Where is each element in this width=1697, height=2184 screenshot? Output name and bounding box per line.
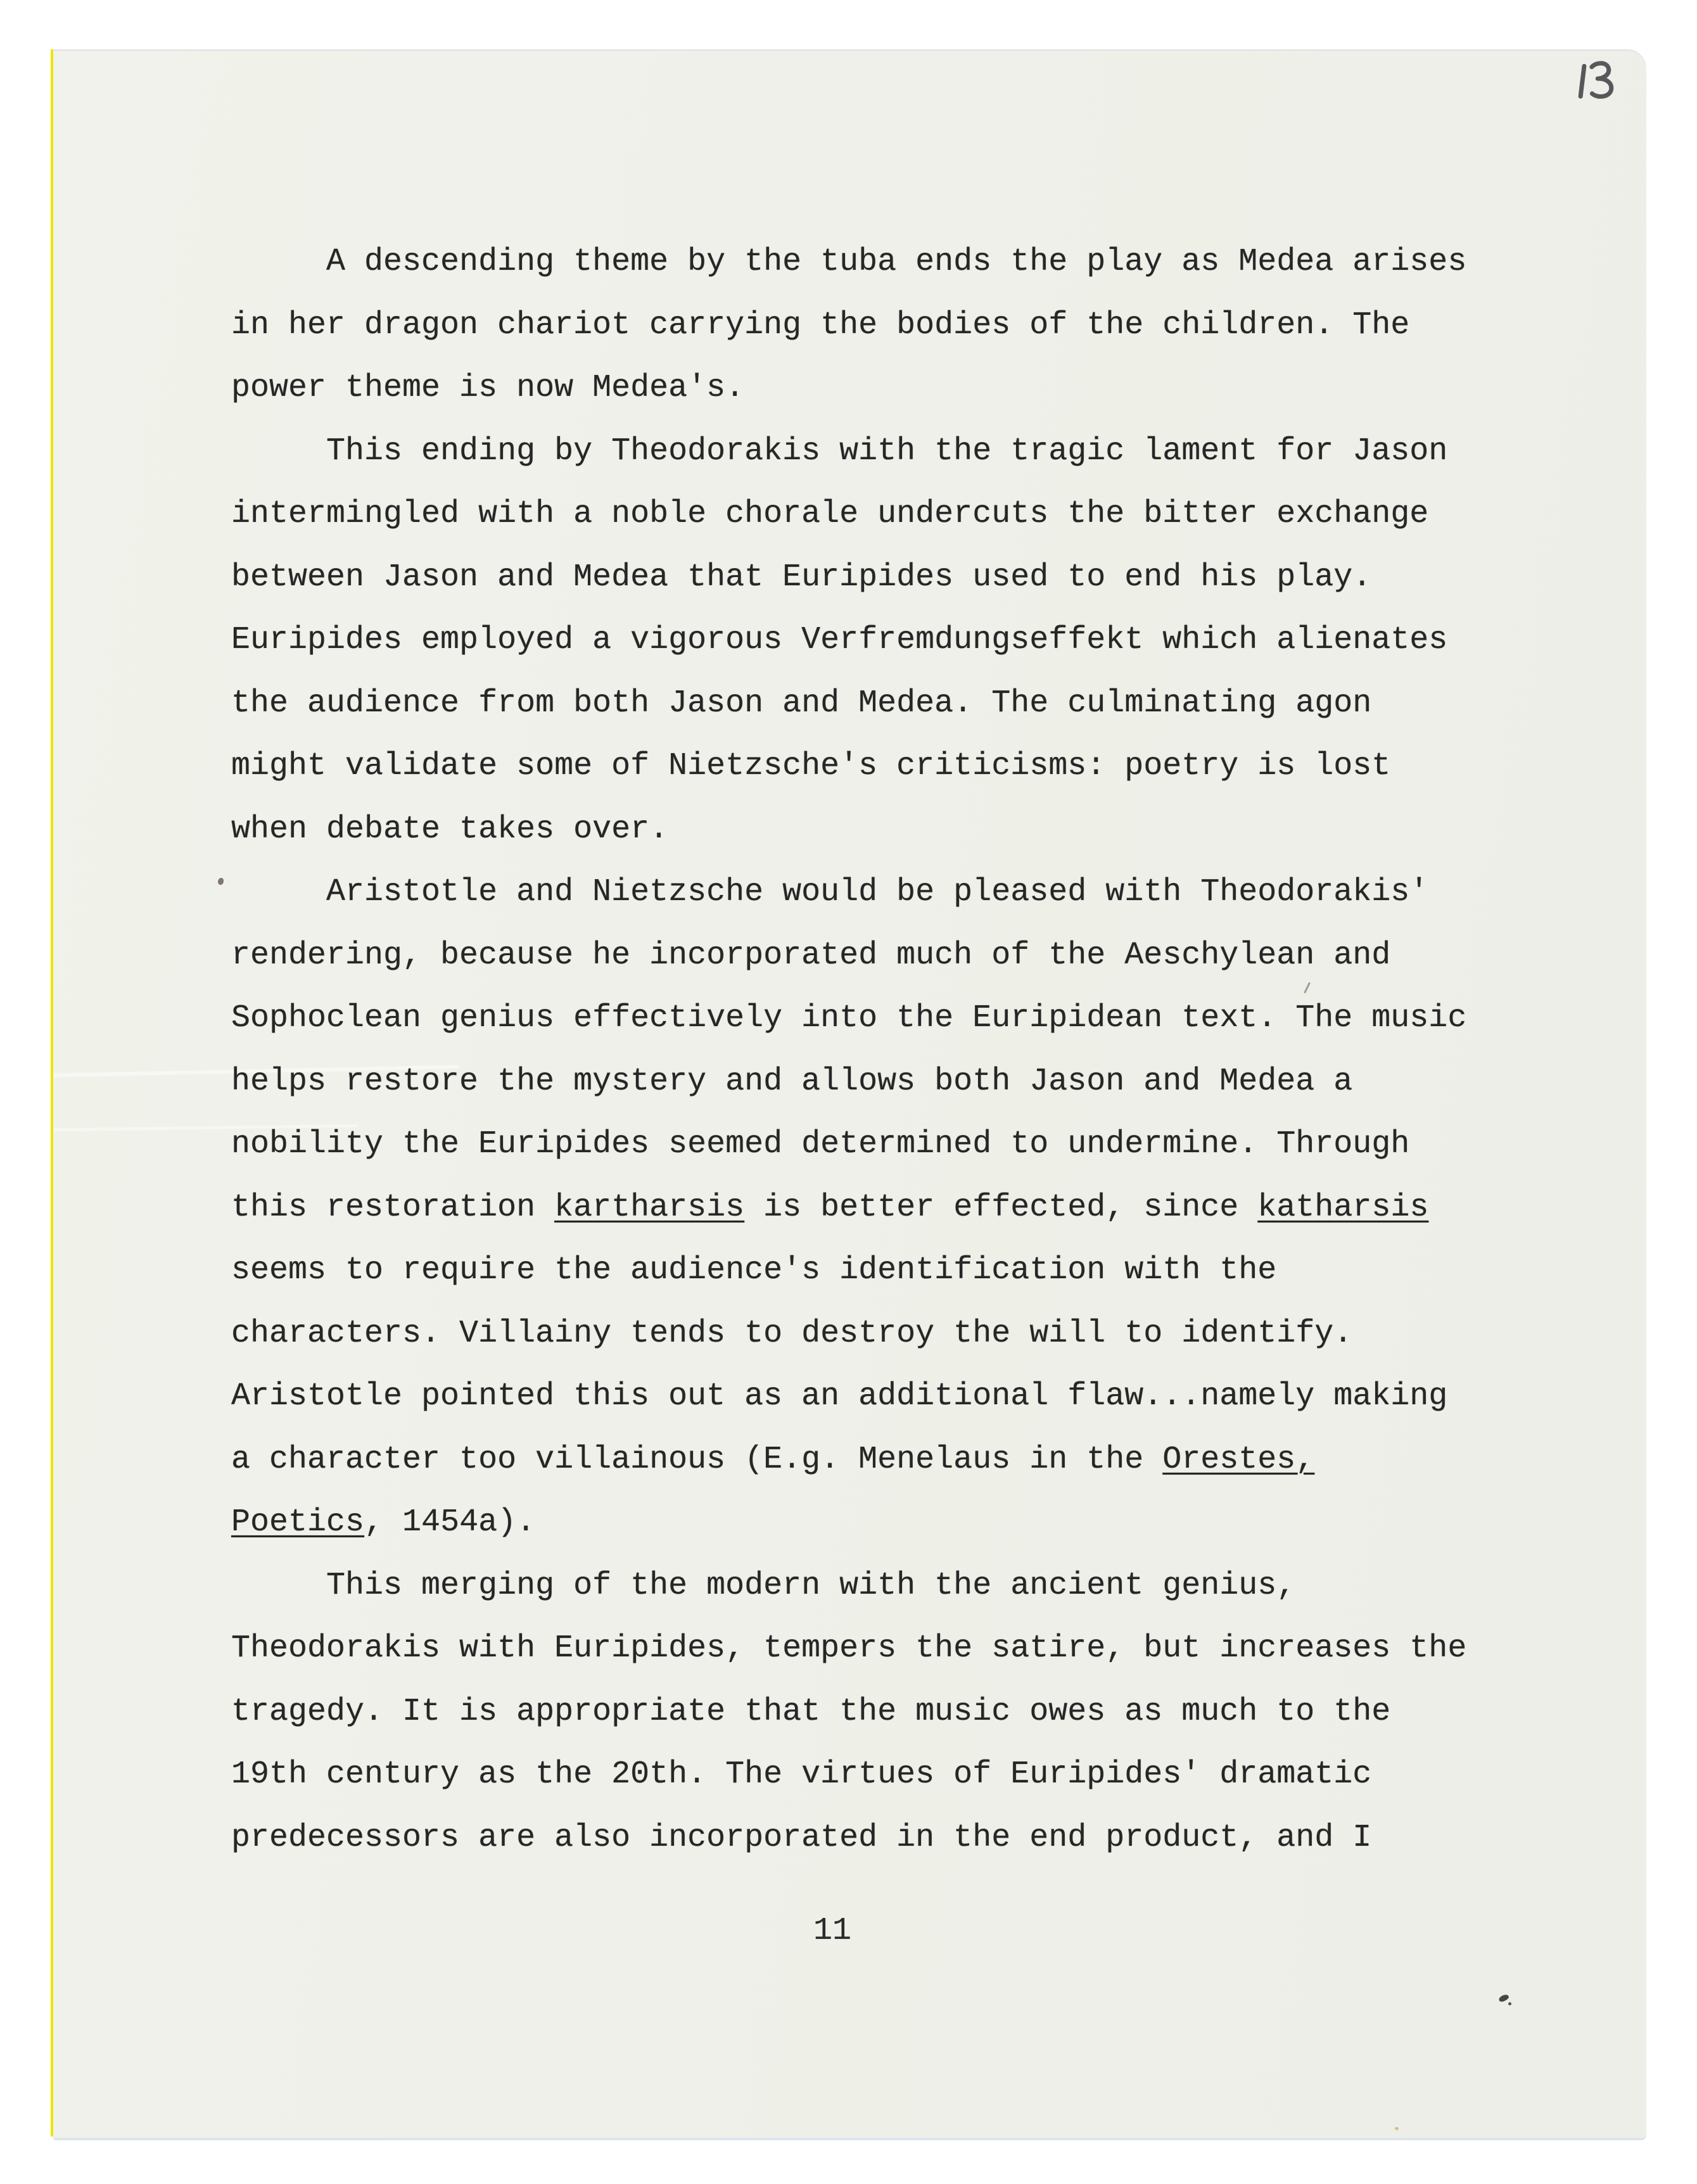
typed-line	[231, 1554, 1523, 1618]
typed-line	[231, 1743, 1523, 1806]
typed-line	[231, 1113, 1523, 1176]
typed-text: Theodorakis with Euripides, tempers the satire, but increases the	[231, 1630, 1467, 1667]
handwritten-digit-1	[1580, 66, 1584, 96]
underlined-text: kartharsis	[554, 1189, 745, 1226]
typed-line	[231, 1365, 1523, 1428]
typed-text: nobility the Euripides seemed determined to undermine. Through	[231, 1126, 1410, 1162]
handwritten-folio-number	[1569, 58, 1624, 108]
typed-line	[231, 1428, 1523, 1492]
typed-text: is better effected, since	[744, 1189, 1258, 1226]
typed-page-number: 11	[813, 1913, 852, 1949]
typed-text: This ending by Theodorakis with the tragic lament for Jason	[231, 433, 1448, 469]
handwritten-digit-3	[1591, 63, 1612, 97]
typed-text: Aristotle pointed this out as an additional flaw...namely making	[231, 1378, 1448, 1414]
typed-line	[231, 987, 1523, 1050]
typed-line	[231, 231, 1523, 294]
typed-text: this restoration	[231, 1189, 555, 1226]
typed-text: rendering, because he incorporated much of the Aeschylean and	[231, 937, 1391, 974]
typed-text: 19th century as the 20th. The virtues of Euripides' dramatic	[231, 1756, 1372, 1793]
typed-line	[231, 1050, 1523, 1114]
typed-text: This merging of the modern with the ancient genius,	[231, 1567, 1296, 1604]
typed-text: helps restore the mystery and allows both Jason and Medea a	[231, 1063, 1353, 1100]
typed-line	[231, 1680, 1523, 1744]
ink-speck	[1508, 2002, 1511, 2005]
typed-text: A descending theme by the tuba ends the play as Medea arises	[231, 244, 1467, 280]
typed-line	[231, 1491, 1523, 1554]
typed-line	[231, 861, 1523, 924]
typed-text: tragedy. It is appropriate that the music owes as much to the	[231, 1693, 1391, 1730]
typed-line	[231, 357, 1523, 420]
typed-line	[231, 483, 1523, 546]
typed-line	[231, 609, 1523, 672]
typed-line	[231, 294, 1523, 357]
typed-text-block	[231, 231, 1523, 1869]
typed-text: , 1454a).	[364, 1504, 536, 1540]
typed-text: the audience from both Jason and Medea. The culminating agon	[231, 685, 1372, 721]
typed-line	[231, 672, 1523, 735]
paper-fleck	[1395, 2127, 1399, 2130]
typed-text: Euripides employed a vigorous Verfremdungseffekt which alienates	[231, 622, 1448, 658]
typed-line	[231, 1239, 1523, 1302]
typed-text: Aristotle and Nietzsche would be pleased with Theodorakis'	[231, 874, 1429, 910]
underlined-text: Poetics	[231, 1504, 365, 1540]
underlined-text: Orestes,	[1162, 1441, 1315, 1478]
typed-line	[231, 1302, 1523, 1366]
typed-line	[231, 1617, 1523, 1680]
typed-text: Sophoclean genius effectively into the Euripidean text. The music	[231, 1000, 1467, 1036]
typed-line	[231, 1176, 1523, 1240]
typed-line	[231, 798, 1523, 861]
typed-text: power theme is now Medea's.	[231, 370, 745, 406]
typed-text: a character too villainous (E.g. Menelaus in the	[231, 1441, 1163, 1478]
typed-line	[231, 420, 1523, 483]
typed-text: might validate some of Nietzsche's criticisms: poetry is lost	[231, 748, 1391, 784]
typed-text: seems to require the audience's identification with the	[231, 1252, 1277, 1288]
underlined-text: katharsis	[1257, 1189, 1429, 1226]
typed-line	[231, 546, 1523, 609]
typed-text: between Jason and Medea that Euripides used to end his play.	[231, 559, 1372, 595]
typed-text: intermingled with a noble chorale undercuts the bitter exchange	[231, 496, 1429, 532]
typed-text: characters. Villainy tends to destroy the will to identify.	[231, 1315, 1353, 1352]
typed-text: predecessors are also incorporated in the end product, and I	[231, 1819, 1372, 1856]
typed-text: in her dragon chariot carrying the bodies of the children. The	[231, 307, 1410, 343]
typed-line	[231, 924, 1523, 987]
paper-edge-line	[51, 49, 53, 2136]
typed-line	[231, 735, 1523, 798]
typed-text: when debate takes over.	[231, 811, 669, 848]
typed-line	[231, 1806, 1523, 1870]
